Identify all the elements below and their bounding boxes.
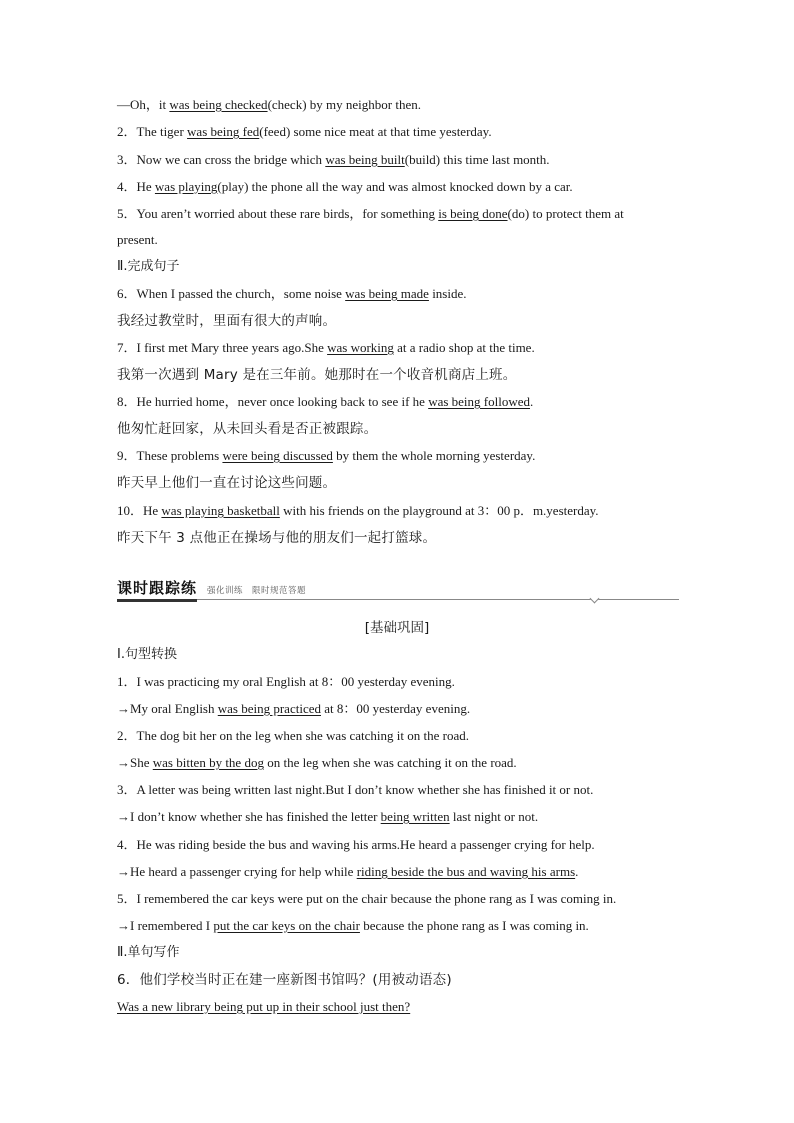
answer: was being made: [345, 286, 429, 301]
answer: being written: [380, 809, 450, 824]
text: (do) to protect them at: [507, 206, 624, 221]
answer-4: [117, 863, 578, 881]
text: by them the whole morning yesterday.: [332, 448, 536, 463]
exercise-line-2: [117, 123, 492, 141]
text: .: [530, 394, 534, 409]
text: last night or not.: [449, 809, 539, 824]
answer-3: [117, 808, 538, 826]
text: .: [575, 864, 579, 879]
banner-notch-mark: [590, 594, 600, 604]
text: with his friends on the playground at 3：00 p．m.yesterday.: [279, 503, 599, 518]
text: at a radio shop at the time.: [393, 340, 535, 355]
answer: was playing basketball: [161, 503, 280, 518]
answer: was being built: [325, 152, 405, 167]
section-heading: Ⅰ.句型转换: [117, 647, 177, 662]
answer: was being practiced: [217, 701, 321, 716]
sentence-9-translation: 昨天早上他们一直在讨论这些问题。: [117, 475, 337, 491]
answer-6: Was a new library being put up in their school just then?: [117, 999, 411, 1014]
answer: riding beside the bus and waving his arms: [356, 864, 576, 879]
answer: was being followed: [428, 394, 530, 409]
question-4: 4．He was riding beside the bus and waving his arms.He heard a passenger crying for help.: [117, 837, 595, 852]
sentence-10: [117, 502, 599, 520]
text: 8．He hurried home，never once looking back to see if he: [117, 394, 429, 409]
text: (play) the phone all the way and was almost knocked down by a car.: [217, 179, 573, 194]
text: —Oh，it: [117, 97, 170, 112]
answer: was being fed: [187, 124, 260, 139]
sentence-7: [117, 339, 535, 357]
text: →I remembered I: [117, 918, 214, 933]
text: →She: [117, 755, 153, 770]
section-heading: Ⅱ.单句写作: [117, 945, 180, 960]
text: 7．I first met Mary three years ago.She: [117, 340, 328, 355]
answer: was bitten by the dog: [152, 755, 264, 770]
answer-1: [117, 700, 470, 718]
text: 5．You aren’t worried about these rare birds，for something: [117, 206, 439, 221]
sentence-8-translation: 他匆忙赶回家，从未回头看是否正被跟踪。: [117, 421, 378, 437]
sentence-6: [117, 285, 467, 303]
answer: is being done: [438, 206, 508, 221]
answer: was working: [327, 340, 394, 355]
question-2: 2．The dog bit her on the leg when she was catching it on the road.: [117, 728, 469, 743]
sentence-9: [117, 447, 535, 465]
answer: put the car keys on the chair: [213, 918, 360, 933]
sentence-8: [117, 393, 533, 411]
answer: was being checked: [169, 97, 268, 112]
text: (build) this time last month.: [404, 152, 550, 167]
text: on the leg when she was catching it on the road.: [263, 755, 517, 770]
text: →My oral English: [117, 701, 218, 716]
question-5: 5．I remembered the car keys were put on the chair because the phone rang as I was coming in.: [117, 891, 617, 906]
sentence-10-translation: 昨天下午 3 点他正在操场与他的朋友们一起打篮球。: [117, 530, 437, 546]
exercise-line-1: [117, 96, 421, 114]
sentence-7-translation: 我第一次遇到 Mary 是在三年前。她那时在一个收音机商店上班。: [117, 367, 517, 383]
exercise-line-5: [117, 205, 624, 223]
center-heading: [基础巩固]: [364, 620, 430, 636]
text: 2．The tiger: [117, 124, 188, 139]
text: 10．He: [117, 503, 162, 518]
text: 9．These problems: [117, 448, 223, 463]
sentence-6-translation: 我经过教堂时，里面有很大的声响。: [117, 313, 337, 329]
text: (check) by my neighbor then.: [267, 97, 421, 112]
text: 3．Now we can cross the bridge which: [117, 152, 326, 167]
question-1: 1．I was practicing my oral English at 8：00 yesterday evening.: [117, 674, 455, 689]
exercise-line-3: [117, 151, 550, 169]
text: 4．He: [117, 179, 155, 194]
banner-subtitle: 强化训练 限时规范答题: [207, 586, 307, 596]
text: at 8：00 yesterday evening.: [320, 701, 471, 716]
question-3: 3．A letter was being written last night.But I don’t know whether she has finished it or not.: [117, 782, 594, 797]
answer: was playing: [154, 179, 218, 194]
exercise-line-4: [117, 178, 573, 196]
text: →He heard a passenger crying for help while: [117, 864, 357, 879]
text: (feed) some nice meat at that time yesterday.: [259, 124, 492, 139]
question-6: 6．他们学校当时正在建一座新图书馆吗？(用被动语态): [117, 972, 452, 988]
banner-divider: [197, 599, 679, 600]
answer: were being discussed: [222, 448, 333, 463]
text: 6．When I passed the church，some noise: [117, 286, 346, 301]
text: because the phone rang as I was coming in.: [359, 918, 589, 933]
text: inside.: [428, 286, 467, 301]
exercise-line-5-cont: present.: [117, 232, 158, 247]
text: →I don’t know whether she has finished the letter: [117, 809, 381, 824]
section-heading: Ⅱ.完成句子: [117, 259, 180, 274]
section-banner: [117, 575, 679, 605]
answer-2: [117, 754, 517, 772]
answer-5: [117, 917, 589, 935]
banner-title: 课时跟踪练: [117, 577, 197, 602]
